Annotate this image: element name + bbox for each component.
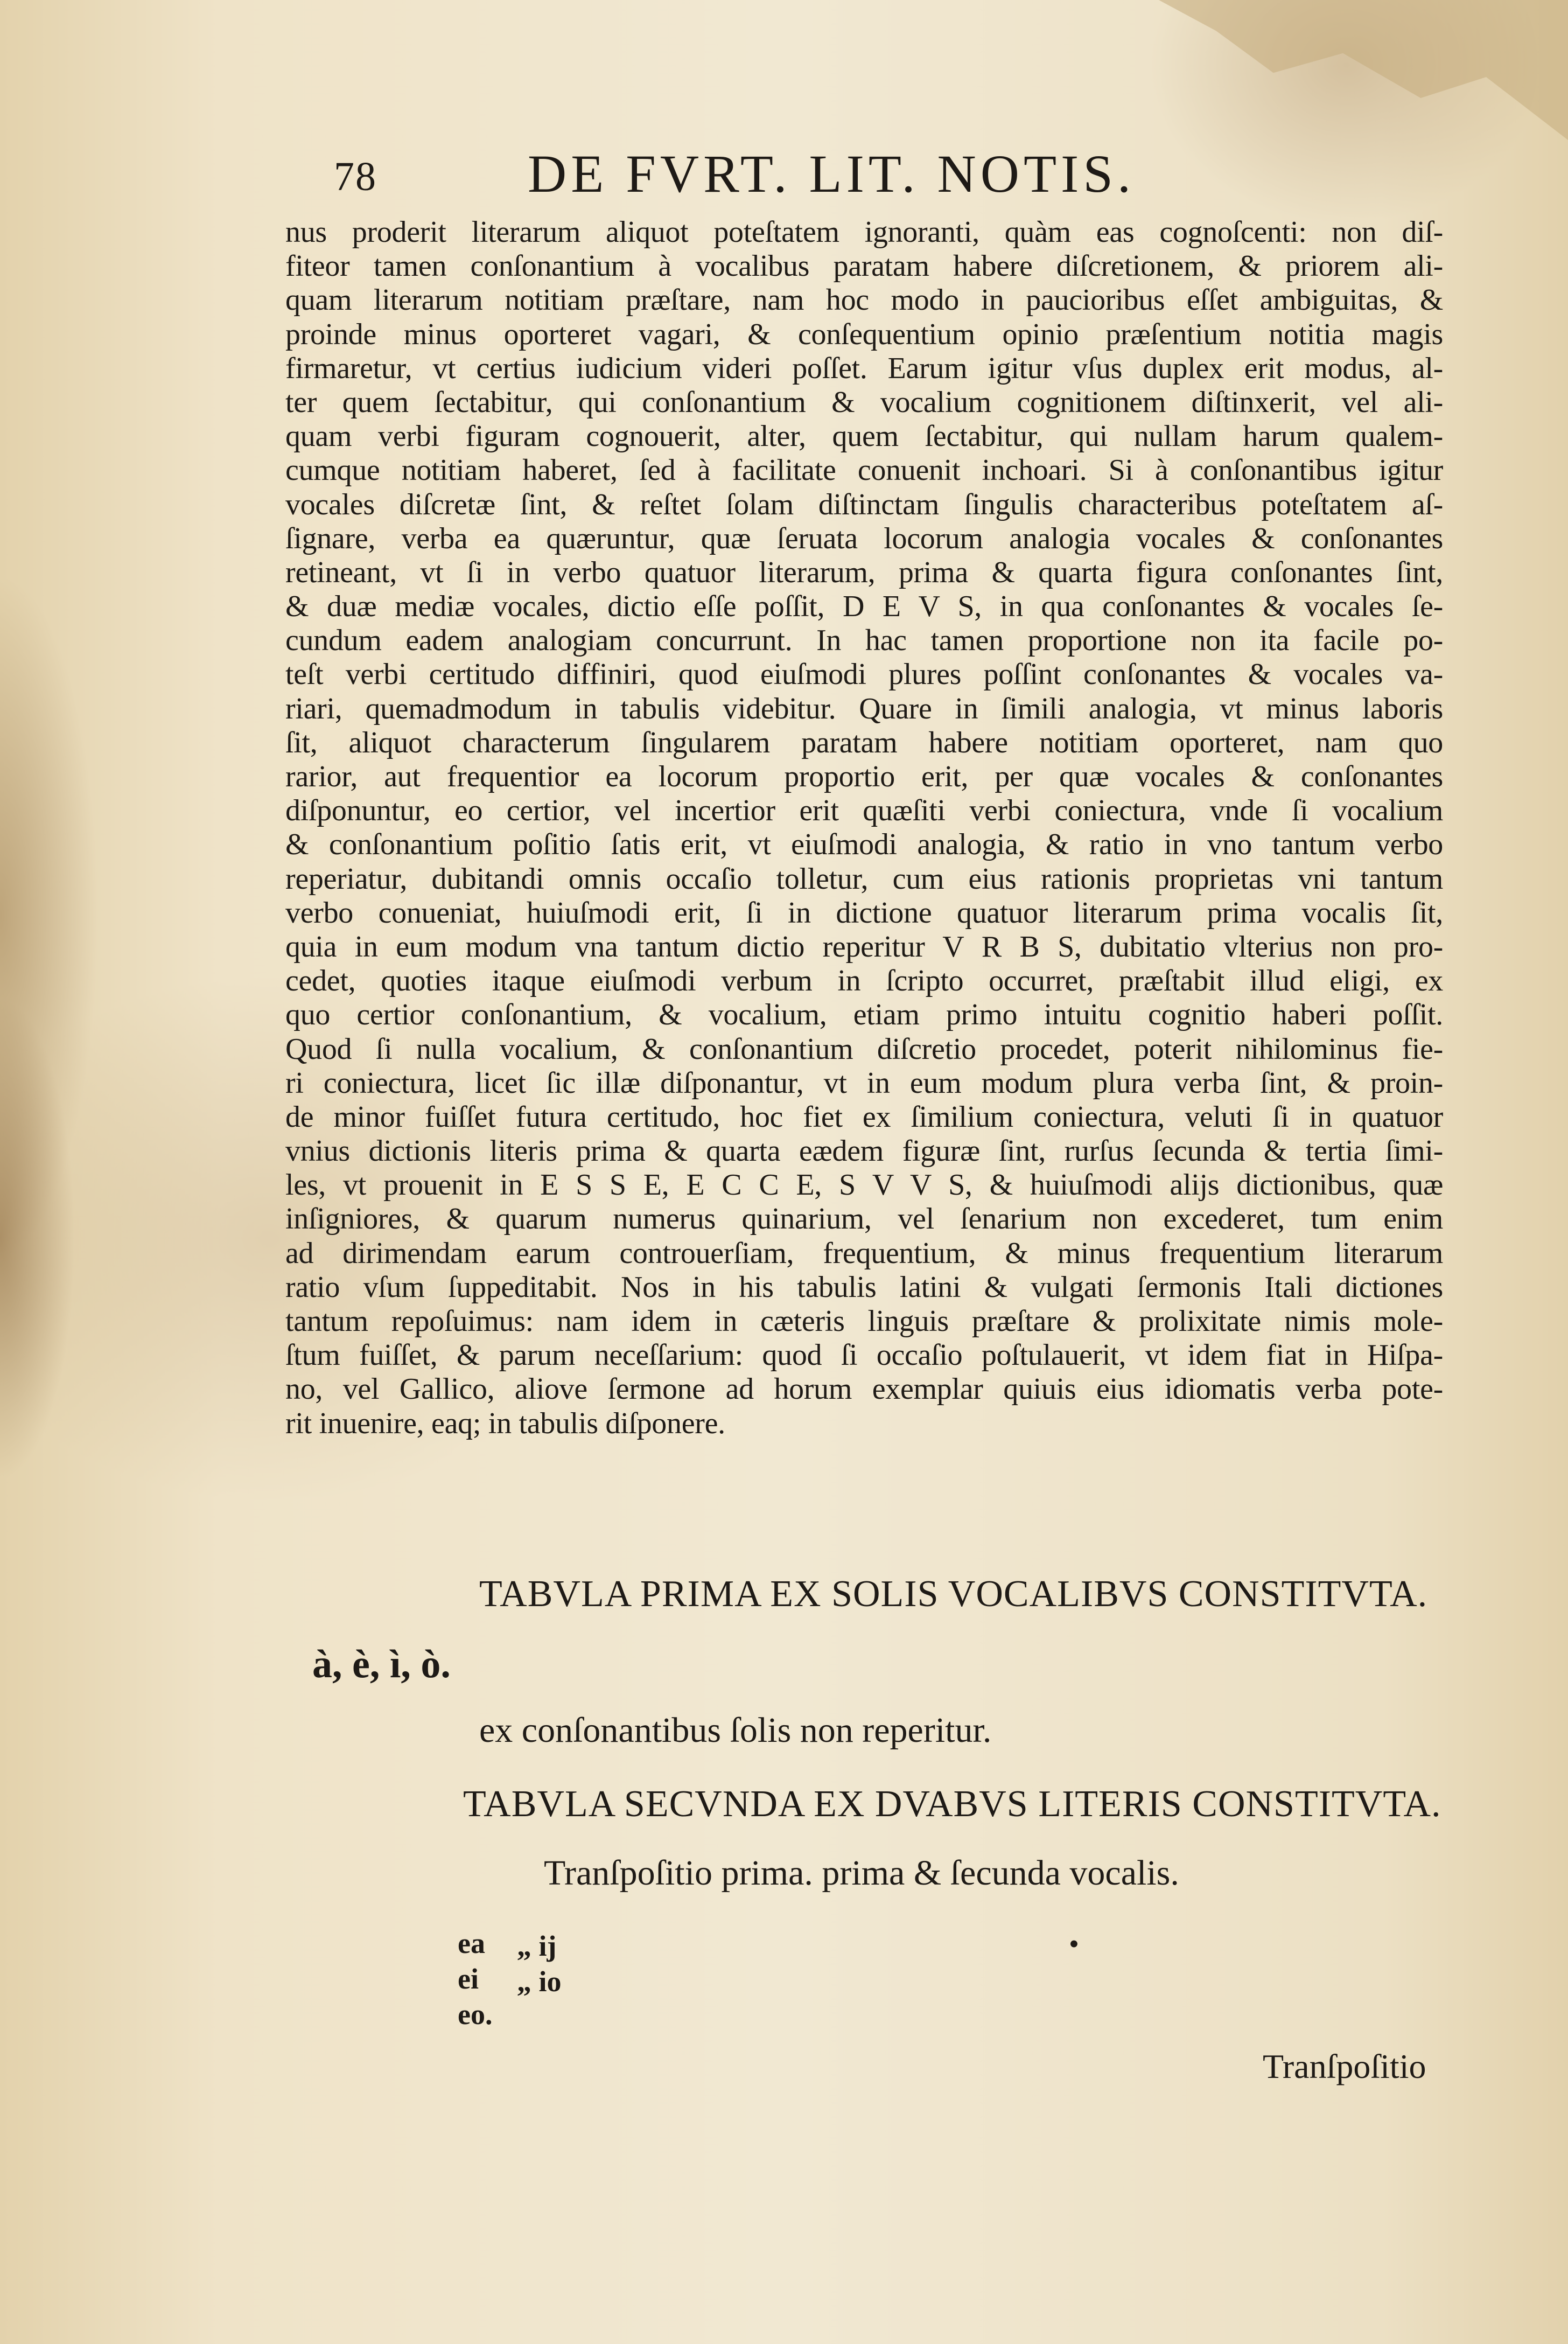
text-line: cumque notitiam haberet, ſed à facilitate conuenit inchoari. Si à conſonantibus igitur xyxy=(285,454,1443,487)
text-line: inſigniores, & quarum numerus quinarium, vel ſenarium non excederet, tum enim xyxy=(285,1202,1443,1236)
text-line: ter quem ſectabitur, qui conſonantium & vocalium cognitionem diſtinxerit, vel ali- xyxy=(285,385,1443,419)
table-entry: „ io xyxy=(517,1965,562,1998)
text-line: riari, quemadmodum in tabulis videbitur. Quare in ſimili analogia, vt minus laboris xyxy=(285,692,1443,725)
text-line: verbo conueniat, huiuſmodi erit, ſi in dictione quatuor literarum prima vocalis ſit, xyxy=(285,896,1443,930)
text-line: quam verbi figuram cognouerit, alter, quem ſectabitur, qui nullam harum qualem- xyxy=(285,420,1443,454)
table-one-vowels: à, è, ì, ò. xyxy=(312,1642,451,1686)
page-header xyxy=(318,143,1454,207)
running-title: DE FVRT. LIT. NOTIS. xyxy=(528,144,1135,204)
text-line: Quod ſi nulla vocalium, & conſonantium diſcretio procedet, poterit nihilominus fie- xyxy=(285,1032,1443,1066)
table-two-title: TABVLA SECVNDA EX DVABVS LITERIS CONSTITVTA. xyxy=(463,1783,1441,1825)
text-line: rit inuenire, eaq; in tabulis diſponere. xyxy=(285,1406,725,1440)
text-line: teſt verbi certitudo diffiniri, quod eiuſmodi plures poſſint conſonantes & vocales va- xyxy=(285,658,1443,692)
text-line: ſignare, verba ea quæruntur, quæ ſeruata locorum analogia vocales & conſonantes xyxy=(285,521,1443,555)
text-line: rarior, aut frequentior ea locorum proportio erit, per quæ vocales & conſonantes xyxy=(285,760,1443,793)
text-line: tantum repoſuimus: nam idem in cæteris linguis præſtare & prolixitate nimis mole- xyxy=(285,1304,1443,1338)
text-line: quo certior conſonantium, & vocalium, etiam primo intuitu cognitio haberi poſſit. xyxy=(285,998,1443,1032)
text-line: ratio vſum ſuppeditabit. Nos in his tabulis latini & vulgati ſermonis Itali dictiones xyxy=(285,1270,1443,1304)
body-text xyxy=(285,215,1443,1441)
table-one-note: ex conſonantibus ſolis non reperitur. xyxy=(479,1711,992,1750)
table-entry: ea xyxy=(458,1927,485,1959)
torn-corner xyxy=(1159,0,1568,140)
text-line: & conſonantium poſitio ſatis erit, vt eiuſmodi analogia, & ratio in vno tantum verbo xyxy=(285,828,1443,862)
text-line: & duæ mediæ vocales, dictio eſſe poſſit, D E V S, in qua conſonantes & vocales ſe- xyxy=(285,590,1443,624)
text-line: retineant, vt ſi in verbo quatuor literarum, prima & quarta figura conſonantes ſint, xyxy=(285,555,1443,589)
text-line: quam literarum notitiam præſtare, nam hoc modo in paucioribus eſſet ambiguitas, & xyxy=(285,283,1443,317)
text-line: quia in eum modum vna tantum dictio reperitur V R B S, dubitatio vlterius non pro- xyxy=(285,930,1443,964)
table-one-title: TABVLA PRIMA EX SOLIS VOCALIBVS CONSTITVTA. xyxy=(479,1573,1428,1615)
table-two-left-column xyxy=(458,1926,492,2032)
text-line: les, vt prouenit in E S S E, E C C E, S V V S, & huiuſmodi alijs dictionibus, quæ xyxy=(285,1168,1443,1202)
text-line: firmaretur, vt certius iudicium videri poſſet. Earum igitur vſus duplex erit modus, al- xyxy=(285,351,1443,385)
table-entry: ei xyxy=(458,1963,479,1995)
text-line: ſit, aliquot characterum ſingularem paratam habere notitiam oporteret, nam quo xyxy=(285,725,1443,759)
text-line: no, vel Gallico, aliove ſermone ad horum exemplar quiuis eius idiomatis verba pote- xyxy=(285,1372,1443,1406)
text-line: vocales diſcretæ ſint, & reſtet ſolam diſtinctam ſingulis characteribus poteſtatem aſ- xyxy=(285,487,1443,521)
table-entry: „ ij xyxy=(517,1930,557,1962)
text-line: reperiatur, dubitandi omnis occaſio tolletur, cum eius rationis proprietas vni tantum xyxy=(285,862,1443,896)
water-stain xyxy=(0,996,75,1481)
printers-dot: • xyxy=(1069,1928,1079,1960)
text-line: fiteor tamen conſonantium à vocalibus paratam habere diſcretionem, & priorem ali- xyxy=(285,249,1443,283)
page-number: 78 xyxy=(334,154,377,199)
text-line: de minor fuiſſet futura certitudo, hoc fiet ex ſimilium coniectura, veluti ſi in quatuor xyxy=(285,1100,1443,1134)
text-line: cedet, quoties itaque eiuſmodi verbum in ſcripto occurret, præſtabit illud eligi, ex xyxy=(285,964,1443,998)
text-line: ri coniectura, licet ſic illæ diſponantur, vt in eum modum plura verba ſint, & proin- xyxy=(285,1066,1443,1100)
text-line: proinde minus oporteret vagari, & conſequentium opinio præſentium notitia magis xyxy=(285,317,1443,351)
table-two-right-column xyxy=(517,1928,562,1999)
text-line: ſtum fuiſſet, & parum neceſſarium: quod ſi occaſio poſtulauerit, vt idem fiat in Hiſpa- xyxy=(285,1338,1443,1372)
table-entry: eo. xyxy=(458,1998,493,2031)
table-two-subhead: Tranſpoſitio prima. prima & ſecunda vocalis. xyxy=(544,1853,1179,1893)
catchword: Tranſpoſitio xyxy=(1263,2047,1426,2085)
text-line: diſponuntur, eo certior, vel incertior erit quæſiti verbi coniectura, vnde ſi vocalium xyxy=(285,794,1443,828)
text-line: nus proderit literarum aliquot poteſtatem ignoranti, quàm eas cognoſcenti: non diſ- xyxy=(285,215,1443,249)
text-line: cundum eadem analogiam concurrunt. In hac tamen proportione non ita facile po- xyxy=(285,624,1443,658)
text-line: ad dirimendam earum controuerſiam, frequentium, & minus frequentium literarum xyxy=(285,1236,1443,1270)
text-line: vnius dictionis literis prima & quarta eædem figuræ ſint, rurſus ſecunda & tertia ſimi- xyxy=(285,1134,1443,1168)
